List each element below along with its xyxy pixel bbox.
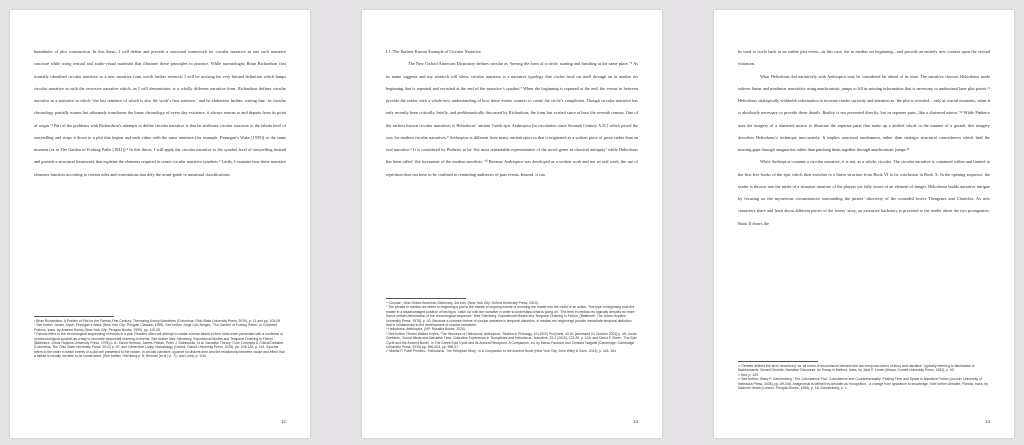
paragraph: The New Oxford American Dictionary defines circular as “having the form of a circle: starting and finishing at the same place.”⁶ As its name suggests and my research will show, circular narrative is a narrative typology that circles back on itself through an in medias res beginning that is repeated and revisited at the end of the narrative’s syuzhet.⁷ When the beginning is repeated at the end, the events in between provide the reader with a whole new understanding of how these events connect to create the circle’s completion. Though circular narrative has only recently been critically, briefly, and problematically discussed by Richardson, the form has existed since at least the seventh century. One of the earliest known circular narratives is Heliodorus’ ancient Greek epic Aethiopica [in circulation since Seventh Century A.D.] which paved the way for modern circular narratives.⁸ Aethiopica is different from many ancient epics in that it originated as a written piece of prose rather than an oral narrative.⁹ It is considered by Pinheiro to be ‘the most remarkable representative of the novel genre in classical antiquity’ while Heliodorus has been called ‘the forerunner of the modern novelists.’¹⁰ Because Aethiopica was developed as a written work and not an oral work, the use of repetition does not have to be confined to reminding audiences of past events. Instead, it can: [386, 61, 638, 177]
footnote: ¹² Ibid, p. 129.: [738, 372, 759, 377]
paragraph: boundaries of plot construction. In this thesis, I will define and provide a structural framework for circular narrative as one such narrative structure while using textual and audio-visual materials that illustrate these principles in practice. While narratologist Brian Richardson first formally identified circular narrative as a new narrative form worth further research, I will be revising his very limited definition which lumps circular narrative in with the recursive narrative which, as I will demonstrate, is a wholly different narrative form. Richardson defines circular narrative as a narrative in which ‘the last sentence of which is also the work’s first sentence,’ and he elaborates further, writing that ‘its circular chronology partially mimes but ultimately transforms the linear chronology of every day existence, it always returns to and departs from its point of origin.’³ Part of the problems with Richardson’s attempts to define circular narrative is that he attributes circular structure to the fabula level of storytelling and strips it down to a plot that begins and ends either with the same sentence (for example, Finnegan’s Wake [1939]) or the same moment (as in The Garden of Forking Paths [1941]).⁴ In this thesis, I will apply the circular narrative to the syuzhet level of storytelling instead and provide a structural framework that explains the elements required to create circular narrative syuzhets.⁵ Lastly, I examine how these narrative elements function according to certain rules and conventions that defy the avant-garde or unnatural classifications.: [34, 49, 286, 177]
document-page-13: [362, 10, 662, 438]
page-number: 13: [632, 419, 638, 424]
footnote-rule: [386, 298, 466, 299]
footnotes: [738, 364, 990, 390]
paragraph: While Aethiopica contains a circular narrative, it is not, as a whole, circular. The circular narrative is contained within and limited to the first five books of the epic which then switches to a linear structure from Book VI to its conclusion in Book X. In the opening sequence, the reader is thrown into the midst of a situation unaware of the players yet fully aware of an element of danger. Heliodorus builds narrative intrigue by focusing on the mysterious circumstances surrounding the pirates’ discovery of the wounded lovers Theagenes and Chariclea. As new characters share and learn about different pieces of the lovers’ story, an extensive backstory is provided to the reader about the two protagonists. Book II draws the: [738, 159, 990, 226]
footnote: ⁸ Heliodorus, Aethiopica, (NP: Rusalka Books, 2020).: [386, 327, 466, 332]
section-heading: I.1. The Earliest Known Example of Circular Narrative: [386, 49, 481, 54]
page-number: 12: [280, 419, 286, 424]
page-body: [738, 46, 990, 230]
footnote: ⁹ See further Clinton Walker Keyes, ‘The Structure of Heliodorus’ Aethiopica’, Studies in Philology, 19 (1922) ProQuest, 42-51 [accessed 04 October 2021] p. 49; Jonas Grethlein, ‘Social Minds and Narrative Time: Collective Experience in Thucydides and Heliodorus’, Narrative, 23.2 (2015), 123-39, p. 124; and David F. Elmer, ‘The Epic Cycle and the Ancient Novel’, in The Greek Epic Cycle and its Ancient Reception: A Companion, ed. by Marco Fantuzzi and Christos Tsagalis (Cambridge: Cambridge University Press, 2015) pp. 596-603, pp. 596-97.: [386, 331, 637, 350]
footnote: ³ Brian Richardson, A Poetics of Plot for the Twenty-First Century: Theorizing Unruly Narratives (Columbus: Ohio State University Press, 2019), p. 11 and pp. 104-05.: [34, 319, 282, 323]
footnotes: [386, 301, 638, 354]
footnotes: [34, 319, 286, 359]
footnote: ¹¹ Genette defines the term ‘anachrony’ as ‘all forms of discordance between the two temporal orders of story and narrative,’ typically referring to flashbacks or flashforwards. Gerard Genette, Narrative Discourse: An Essay in Method, trans. by Jane E. Lewin (Ithaca: Cornell University Press, 1983), p. 40.: [738, 364, 975, 373]
page-body: [386, 46, 638, 181]
footnote: ⁵ Fabula refers to the chronological sequencing of events in a plot. Readers often will attempt to create a linear fabula in their mind when presented with a nonlinear or nonchronological syuzhet as a way to reconcile sequential ordering of events. See further Meir Sternberg, Expositional Modes and Temporal Ordering in Fiction (Baltimore: Johns Hopkins University Press, 1978) p. 8.; David Herman, James Phelan, Peter J. Rabinowitz, et al. Narrative Theory: Core Concepts & Critical Debates (Columbus: The Ohio State University Press, 2012) p. 57; and Genevieve Lively, Narratology (Oxford: Oxford University Press, 2019), pp. 108-134, p. 116. Syuzhet refers to the order in which events of a plot are presented to the reader. In circular narrative, syuzhet so distorts time and the relationship between cause and effect that a fabula is usually not able to be constructed. (See further, Sternberg p. 8; Herman (et al.) p. 71; and Lively, p. 116).: [34, 332, 285, 359]
footnote-rule: [738, 361, 818, 362]
footnote: ⁷ The phrase in medias res refers to beginning a plot in the middle of ongoing events or throwing the reader into the midst of an action. This type of beginning puts the reader in a disadvantaged position of having to ‘catch up’ with the narrative in order to understand what is going on. ‘The term in medias res logically denotes no more than a certain deformation of the chronological sequence.’ Meir Sternberg, Expositional Modes and Temporal Ordering in Fiction, (Baltimore: The Johns Hopkins University Press, 1978), p. 40. Because a common theme of circular narrative is temporal distortion, in medias res beginnings provide immediate temporal distortion that is fundamental to the development of circular narratives.: [386, 305, 635, 328]
paragraph: be used to circle back to an earlier plot event—in this case, the in medias res beginning—and provide an entirely new context upon the second visitation.: [738, 49, 990, 67]
footnote-rule: [34, 316, 114, 317]
document-page-12: [10, 10, 310, 438]
footnote: ⁶ ‘Circular’, New Oxford American Dictionary, 3rd edn. (New York City: Oxford University Press, 2010).: [386, 301, 539, 305]
footnote: ¹⁰ Marilia P. Futre Pinheiro, ‘Heliodorus, The Ethiopian Story’, in A Companion to the Ancient Novel (New York City: John Wiley & Sons, 2014), p. 118, 164.: [386, 349, 617, 354]
footnote: ⁴ See further James Joyce, Finnegan’s Wake (New York City: Penguin Classics, 1999). See further Jorge Luis Borges, ‘The Garden of Forking Paths’, in Collected Fictions, trans. by Andrew Hurley (New York City: Penguin Books, 1999), pp. 119-28.: [34, 323, 278, 332]
document-page-14: [714, 10, 1014, 438]
page-body: [34, 46, 286, 181]
page-number: 14: [984, 419, 990, 424]
footnote: ¹³ See further, Hilary P. Dannenberg, ‘The Coincidence Plot,’ Coincidence and Counterfactuality: Plotting Time and Space in Narrative Fiction (Lincoln: University of Nebraska Press, 2008), pp. 89-108. Anagnorisis is defined by Aristotle as ‘recognition…a change from ignorance to knowledge.’ See further Aristotle, Poetics, trans. by Malcolm Heath (London: Penguin Books, 1996), p. 18; Dannenberg, p. 1.: [738, 377, 988, 391]
paragraph: What Heliodorus did narratively with Aethiopica may be considered far ahead of its time. The narrative chooses Heliodorus made subvert linear and nonlinear narrativity using anachronistic jumps to fill in missing information that is necessary to understand later plot points.¹¹ Heliodorus strategically withholds information to increase reader curiosity and attention as ‘the plot is revealed…only at crucial moments, when it is absolutely necessary to provide these details. Reality is not presented directly, but in separate parts, like a shattered mirror.’¹² While Pinheiro uses the imagery of a shattered mirror to illustrate the separate parts that make up a unified whole in the manner of a gestalt, this imagery describes Heliodorus’s technique inaccurately. It implies structural randomness rather than strategic structural coincidences which heal the missing gaps through anagnorisis rather than patching them together through anachronistic jumps.¹³: [738, 73, 990, 152]
